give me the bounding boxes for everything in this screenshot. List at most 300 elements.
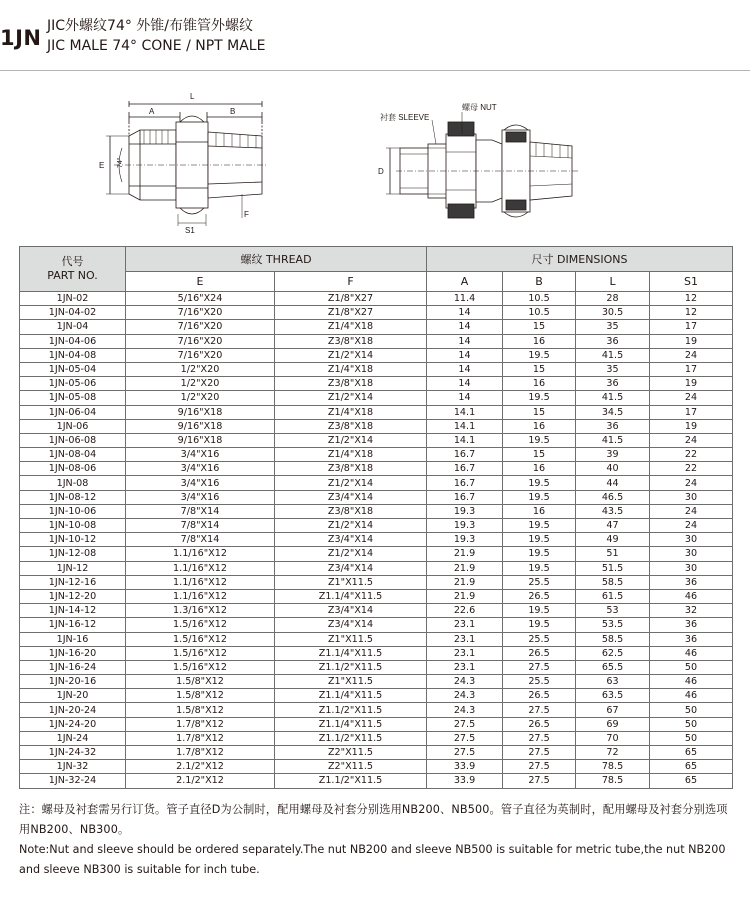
thread-e-cell: 3/4"X16 [126, 476, 275, 490]
table-row [20, 334, 733, 348]
dim-a-cell: 27.5 [427, 717, 503, 731]
dim-a-label: A [149, 107, 155, 116]
thread-e-cell: 2.1/2"X12 [126, 760, 275, 774]
part-number-cell: 1JN-12-08 [20, 547, 126, 561]
thread-f-cell: Z1/8"X27 [275, 292, 427, 306]
part-number-cell: 1JN-06-04 [20, 405, 126, 419]
dim-l-cell: 30.5 [576, 306, 650, 320]
thread-e-cell: 1.5/8"X12 [126, 703, 275, 717]
dim-l-cell: 35 [576, 362, 650, 376]
col-header-f: F [275, 272, 427, 292]
table-row [20, 306, 733, 320]
dim-s1-cell: 65 [650, 774, 733, 788]
dim-a-cell: 24.3 [427, 703, 503, 717]
nut-label: 螺母 NUT [462, 103, 497, 112]
thread-f-cell: Z1"X11.5 [275, 632, 427, 646]
dim-s1-cell: 65 [650, 746, 733, 760]
dim-b-cell: 27.5 [503, 660, 576, 674]
dim-s1-cell: 36 [650, 618, 733, 632]
dim-s1-cell: 22 [650, 462, 733, 476]
thread-f-cell: Z3/4"X14 [275, 604, 427, 618]
thread-f-cell: Z1.1/2"X11.5 [275, 731, 427, 745]
dim-a-cell: 23.1 [427, 646, 503, 660]
dim-b-cell: 19.5 [503, 561, 576, 575]
part-number-cell: 1JN-05-04 [20, 362, 126, 376]
dim-s1-cell: 24 [650, 504, 733, 518]
dim-l-cell: 63 [576, 675, 650, 689]
dim-a-cell: 14 [427, 320, 503, 334]
dim-b-cell: 27.5 [503, 760, 576, 774]
dim-b-cell: 19.5 [503, 604, 576, 618]
thread-f-cell: Z3/4"X14 [275, 490, 427, 504]
dim-s1-cell: 24 [650, 519, 733, 533]
dim-b-cell: 15 [503, 362, 576, 376]
thread-e-cell: 3/4"X16 [126, 490, 275, 504]
dim-l-cell: 53 [576, 604, 650, 618]
thread-e-cell: 1.1/16"X12 [126, 575, 275, 589]
part-number-cell: 1JN-20-16 [20, 675, 126, 689]
table-row [20, 632, 733, 646]
thread-f-cell: Z1/2"X14 [275, 348, 427, 362]
dim-l-cell: 47 [576, 519, 650, 533]
table-row [20, 391, 733, 405]
table-row [20, 490, 733, 504]
dim-b-cell: 15 [503, 320, 576, 334]
header-divider [0, 70, 750, 71]
dim-l-cell: 39 [576, 448, 650, 462]
dim-b-cell: 26.5 [503, 689, 576, 703]
part-number-cell: 1JN-20 [20, 689, 126, 703]
thread-e-cell: 1.5/8"X12 [126, 689, 275, 703]
thread-e-cell: 7/16"X20 [126, 348, 275, 362]
dim-s1-cell: 24 [650, 348, 733, 362]
dim-e-label: E [99, 161, 105, 170]
thread-e-cell: 5/16"X24 [126, 292, 275, 306]
thread-f-cell: Z3/4"X14 [275, 533, 427, 547]
dim-s1-cell: 22 [650, 448, 733, 462]
col-header-e: E [126, 272, 275, 292]
table-row [20, 575, 733, 589]
thread-e-cell: 1.5/16"X12 [126, 646, 275, 660]
thread-f-cell: Z1/4"X18 [275, 448, 427, 462]
dim-l-cell: 35 [576, 320, 650, 334]
thread-f-cell: Z3/8"X18 [275, 504, 427, 518]
part-number-cell: 1JN-10-06 [20, 504, 126, 518]
dim-s1-cell: 17 [650, 405, 733, 419]
table-row [20, 348, 733, 362]
table-body [20, 292, 733, 789]
dim-l-cell: 58.5 [576, 575, 650, 589]
thread-f-cell: Z1/2"X14 [275, 547, 427, 561]
dim-b-cell: 19.5 [503, 348, 576, 362]
thread-f-cell: Z1/4"X18 [275, 405, 427, 419]
part-number-header-cn: 代号 [61, 255, 84, 268]
dimension-table [19, 246, 733, 789]
table-row [20, 476, 733, 490]
thread-f-cell: Z1.1/4"X11.5 [275, 717, 427, 731]
table-row [20, 320, 733, 334]
dim-b-cell: 16 [503, 419, 576, 433]
dim-a-cell: 21.9 [427, 547, 503, 561]
thread-f-cell: Z1/2"X14 [275, 391, 427, 405]
dim-s1-cell: 50 [650, 660, 733, 674]
part-number-cell: 1JN-16-12 [20, 618, 126, 632]
part-number-header [20, 247, 126, 292]
table-row [20, 774, 733, 788]
assembly-drawing [376, 100, 586, 220]
dim-b-cell: 19.5 [503, 547, 576, 561]
dim-a-cell: 22.6 [427, 604, 503, 618]
thread-e-cell: 1.1/16"X12 [126, 547, 275, 561]
part-number-cell: 1JN-08-12 [20, 490, 126, 504]
dim-a-cell: 21.9 [427, 561, 503, 575]
part-number-cell: 1JN-04-06 [20, 334, 126, 348]
thread-e-cell: 1.1/16"X12 [126, 589, 275, 603]
table-row [20, 377, 733, 391]
thread-f-cell: Z1.1/2"X11.5 [275, 774, 427, 788]
dim-l-cell: 72 [576, 746, 650, 760]
dim-b-cell: 25.5 [503, 675, 576, 689]
part-number-cell: 1JN-24 [20, 731, 126, 745]
dim-a-cell: 27.5 [427, 746, 503, 760]
thread-f-cell: Z1/2"X14 [275, 476, 427, 490]
table-row [20, 547, 733, 561]
dim-s1-label: S1 [185, 226, 195, 234]
thread-e-cell: 7/8"X14 [126, 519, 275, 533]
dim-l-cell: 41.5 [576, 433, 650, 447]
table-row [20, 731, 733, 745]
thread-f-cell: Z1/2"X14 [275, 519, 427, 533]
dim-b-cell: 19.5 [503, 519, 576, 533]
dim-s1-cell: 24 [650, 476, 733, 490]
table-row [20, 433, 733, 447]
dim-b-cell: 15 [503, 448, 576, 462]
thread-f-cell: Z3/4"X14 [275, 561, 427, 575]
table-row [20, 604, 733, 618]
dim-a-cell: 14 [427, 334, 503, 348]
page-header [0, 0, 750, 70]
dim-a-cell: 23.1 [427, 618, 503, 632]
thread-e-cell: 9/16"X18 [126, 405, 275, 419]
dim-a-cell: 19.3 [427, 533, 503, 547]
table-row [20, 504, 733, 518]
dim-l-cell: 65.5 [576, 660, 650, 674]
dim-s1-cell: 30 [650, 547, 733, 561]
thread-e-cell: 1/2"X20 [126, 362, 275, 376]
dim-a-cell: 14 [427, 377, 503, 391]
part-number-cell: 1JN-02 [20, 292, 126, 306]
thread-f-cell: Z1/4"X18 [275, 320, 427, 334]
title-english: JIC MALE 74° CONE / NPT MALE [47, 38, 266, 54]
dim-s1-cell: 19 [650, 334, 733, 348]
thread-e-cell: 7/8"X14 [126, 504, 275, 518]
part-number-cell: 1JN-16 [20, 632, 126, 646]
table-row [20, 646, 733, 660]
dim-b-cell: 16 [503, 334, 576, 348]
thread-f-cell: Z3/8"X18 [275, 462, 427, 476]
table-row [20, 519, 733, 533]
dim-b-cell: 27.5 [503, 774, 576, 788]
thread-e-cell: 1.7/8"X12 [126, 746, 275, 760]
thread-f-cell: Z3/4"X14 [275, 618, 427, 632]
dim-l-cell: 69 [576, 717, 650, 731]
thread-e-cell: 3/4"X16 [126, 462, 275, 476]
dim-s1-cell: 24 [650, 391, 733, 405]
dim-l-cell: 58.5 [576, 632, 650, 646]
dim-b-cell: 10.5 [503, 306, 576, 320]
part-number-cell: 1JN-20-24 [20, 703, 126, 717]
title-chinese: JIC外螺纹74° 外锥/布锥管外螺纹 [47, 18, 254, 34]
part-number-cell: 1JN-05-06 [20, 377, 126, 391]
part-number-cell: 1JN-10-08 [20, 519, 126, 533]
dim-a-cell: 21.9 [427, 589, 503, 603]
thread-e-cell: 9/16"X18 [126, 419, 275, 433]
dim-a-cell: 24.3 [427, 689, 503, 703]
dim-b-cell: 26.5 [503, 646, 576, 660]
table-row [20, 703, 733, 717]
dim-l-cell: 36 [576, 377, 650, 391]
dim-s1-cell: 19 [650, 377, 733, 391]
dim-l-cell: 51 [576, 547, 650, 561]
thread-f-cell: Z1.1/2"X11.5 [275, 703, 427, 717]
dim-b-cell: 27.5 [503, 703, 576, 717]
part-number-cell: 1JN-04 [20, 320, 126, 334]
table-row [20, 675, 733, 689]
part-number-cell: 1JN-12 [20, 561, 126, 575]
dim-a-cell: 23.1 [427, 660, 503, 674]
dim-l-cell: 36 [576, 419, 650, 433]
dim-a-cell: 19.3 [427, 519, 503, 533]
thread-e-cell: 2.1/2"X12 [126, 774, 275, 788]
dim-b-cell: 10.5 [503, 292, 576, 306]
part-number-cell: 1JN-12-16 [20, 575, 126, 589]
dim-a-cell: 23.1 [427, 632, 503, 646]
dim-a-cell: 14.1 [427, 433, 503, 447]
thread-e-cell: 7/8"X14 [126, 533, 275, 547]
thread-e-cell: 1.3/16"X12 [126, 604, 275, 618]
dim-s1-cell: 30 [650, 533, 733, 547]
thread-f-cell: Z3/8"X18 [275, 419, 427, 433]
part-number-cell: 1JN-05-08 [20, 391, 126, 405]
col-header-a: A [427, 272, 503, 292]
fitting-drawing [96, 84, 276, 234]
dim-l-cell: 53.5 [576, 618, 650, 632]
dim-s1-cell: 24 [650, 433, 733, 447]
dim-s1-cell: 65 [650, 760, 733, 774]
dim-l-label: L [190, 92, 195, 101]
dim-l-cell: 41.5 [576, 348, 650, 362]
dim-l-cell: 51.5 [576, 561, 650, 575]
thread-e-cell: 1.5/16"X12 [126, 632, 275, 646]
thread-f-cell: Z2"X11.5 [275, 746, 427, 760]
dim-a-cell: 27.5 [427, 731, 503, 745]
dim-b-cell: 19.5 [503, 533, 576, 547]
dim-a-cell: 14 [427, 306, 503, 320]
dim-b-cell: 19.5 [503, 391, 576, 405]
dim-s1-cell: 50 [650, 717, 733, 731]
part-number-cell: 1JN-12-20 [20, 589, 126, 603]
table-row [20, 746, 733, 760]
dim-l-cell: 34.5 [576, 405, 650, 419]
dimensions-group-header: 尺寸 DIMENSIONS [427, 247, 733, 272]
thread-e-cell: 1.7/8"X12 [126, 731, 275, 745]
dim-a-cell: 24.3 [427, 675, 503, 689]
part-number-cell: 1JN-24-20 [20, 717, 126, 731]
product-code: 1JN [0, 26, 42, 50]
dim-b-cell: 19.5 [503, 490, 576, 504]
sleeve-label: 衬套 SLEEVE [380, 113, 430, 122]
dim-a-cell: 16.7 [427, 448, 503, 462]
part-number-cell: 1JN-08 [20, 476, 126, 490]
part-number-cell: 1JN-32 [20, 760, 126, 774]
thread-e-cell: 7/16"X20 [126, 334, 275, 348]
dim-a-cell: 16.7 [427, 476, 503, 490]
dim-s1-cell: 46 [650, 646, 733, 660]
dim-s1-cell: 50 [650, 703, 733, 717]
thread-f-cell: Z1/2"X14 [275, 433, 427, 447]
dim-a-cell: 14 [427, 391, 503, 405]
table-row [20, 760, 733, 774]
part-number-cell: 1JN-14-12 [20, 604, 126, 618]
dim-s1-cell: 19 [650, 419, 733, 433]
dim-l-cell: 67 [576, 703, 650, 717]
dim-s1-cell: 30 [650, 561, 733, 575]
dim-b-cell: 16 [503, 377, 576, 391]
part-number-cell: 1JN-16-24 [20, 660, 126, 674]
dim-l-cell: 44 [576, 476, 650, 490]
table-row [20, 292, 733, 306]
dim-s1-cell: 17 [650, 362, 733, 376]
thread-e-cell: 1.5/16"X12 [126, 618, 275, 632]
thread-f-cell: Z3/8"X18 [275, 334, 427, 348]
dim-l-cell: 40 [576, 462, 650, 476]
thread-e-cell: 1.1/16"X12 [126, 561, 275, 575]
dim-a-cell: 14 [427, 348, 503, 362]
dim-b-cell: 16 [503, 504, 576, 518]
dim-b-cell: 26.5 [503, 717, 576, 731]
dim-d-label: D [378, 167, 384, 176]
dim-b-cell: 25.5 [503, 632, 576, 646]
dim-s1-cell: 46 [650, 689, 733, 703]
thread-f-cell: Z1.1/4"X11.5 [275, 689, 427, 703]
part-number-cell: 1JN-32-24 [20, 774, 126, 788]
dim-l-cell: 62.5 [576, 646, 650, 660]
table-row [20, 405, 733, 419]
dim-b-cell: 26.5 [503, 589, 576, 603]
dim-a-cell: 16.7 [427, 462, 503, 476]
angle-label: 74° [117, 157, 124, 168]
dim-s1-cell: 12 [650, 306, 733, 320]
thread-f-cell: Z1/8"X27 [275, 306, 427, 320]
dim-a-cell: 21.9 [427, 575, 503, 589]
thread-e-cell: 1.5/16"X12 [126, 660, 275, 674]
thread-e-cell: 7/16"X20 [126, 320, 275, 334]
thread-e-cell: 1.7/8"X12 [126, 717, 275, 731]
dim-s1-cell: 46 [650, 589, 733, 603]
thread-f-cell: Z2"X11.5 [275, 760, 427, 774]
dim-a-cell: 14.1 [427, 419, 503, 433]
part-number-cell: 1JN-04-02 [20, 306, 126, 320]
part-number-cell: 1JN-08-04 [20, 448, 126, 462]
thread-f-cell: Z1.1/2"X11.5 [275, 660, 427, 674]
table-row [20, 689, 733, 703]
dim-f-label: F [244, 210, 249, 219]
dim-l-cell: 63.5 [576, 689, 650, 703]
thread-f-cell: Z1/4"X18 [275, 362, 427, 376]
part-number-cell: 1JN-24-32 [20, 746, 126, 760]
dim-l-cell: 78.5 [576, 760, 650, 774]
dim-s1-cell: 30 [650, 490, 733, 504]
col-header-l: L [576, 272, 650, 292]
dim-a-cell: 16.7 [427, 490, 503, 504]
part-number-cell: 1JN-04-08 [20, 348, 126, 362]
thread-e-cell: 7/16"X20 [126, 306, 275, 320]
dim-l-cell: 43.5 [576, 504, 650, 518]
table-row [20, 462, 733, 476]
dim-l-cell: 49 [576, 533, 650, 547]
dim-b-cell: 15 [503, 405, 576, 419]
table-row [20, 660, 733, 674]
table-row [20, 717, 733, 731]
dim-b-cell: 16 [503, 462, 576, 476]
dim-s1-cell: 32 [650, 604, 733, 618]
thread-e-cell: 1/2"X20 [126, 377, 275, 391]
dim-b-label: B [230, 107, 236, 116]
table-row [20, 448, 733, 462]
dim-a-cell: 14.1 [427, 405, 503, 419]
dim-s1-cell: 36 [650, 575, 733, 589]
dim-s1-cell: 17 [650, 320, 733, 334]
part-number-cell: 1JN-16-20 [20, 646, 126, 660]
part-number-cell: 1JN-10-12 [20, 533, 126, 547]
thread-e-cell: 9/16"X18 [126, 433, 275, 447]
table-row [20, 618, 733, 632]
dim-a-cell: 33.9 [427, 774, 503, 788]
dim-l-cell: 78.5 [576, 774, 650, 788]
thread-e-cell: 1/2"X20 [126, 391, 275, 405]
thread-f-cell: Z1"X11.5 [275, 675, 427, 689]
table-row [20, 589, 733, 603]
table-row [20, 419, 733, 433]
dim-l-cell: 61.5 [576, 589, 650, 603]
thread-e-cell: 3/4"X16 [126, 448, 275, 462]
thread-f-cell: Z1.1/4"X11.5 [275, 646, 427, 660]
col-header-s1: S1 [650, 272, 733, 292]
part-number-cell: 1JN-08-06 [20, 462, 126, 476]
dim-a-cell: 19.3 [427, 504, 503, 518]
dim-b-cell: 19.5 [503, 618, 576, 632]
dim-a-cell: 14 [427, 362, 503, 376]
thread-e-cell: 1.5/8"X12 [126, 675, 275, 689]
notes-section [19, 800, 731, 880]
part-number-header-en: PART NO. [47, 269, 98, 282]
dim-a-cell: 33.9 [427, 760, 503, 774]
table-row [20, 362, 733, 376]
part-number-cell: 1JN-06 [20, 419, 126, 433]
thread-f-cell: Z1.1/4"X11.5 [275, 589, 427, 603]
thread-group-header: 螺纹 THREAD [126, 247, 427, 272]
dim-l-cell: 46.5 [576, 490, 650, 504]
part-number-cell: 1JN-06-08 [20, 433, 126, 447]
dim-l-cell: 36 [576, 334, 650, 348]
dim-l-cell: 41.5 [576, 391, 650, 405]
thread-f-cell: Z3/8"X18 [275, 377, 427, 391]
note-chinese: 注：螺母及衬套需另行订货。管子直径D为公制时，配用螺母及衬套分别选用NB200、NB500。管子直径为英制时，配用螺母及衬套分别选项用NB200、NB300。 [19, 803, 728, 836]
dim-l-cell: 70 [576, 731, 650, 745]
note-english: Note:Nut and sleeve should be ordered separately.The nut NB200 and sleeve NB500 is suitable for metric tube,the nut NB200 and sleeve NB300 is suitable for inch tube. [19, 843, 726, 876]
dim-b-cell: 27.5 [503, 731, 576, 745]
thread-f-cell: Z1"X11.5 [275, 575, 427, 589]
